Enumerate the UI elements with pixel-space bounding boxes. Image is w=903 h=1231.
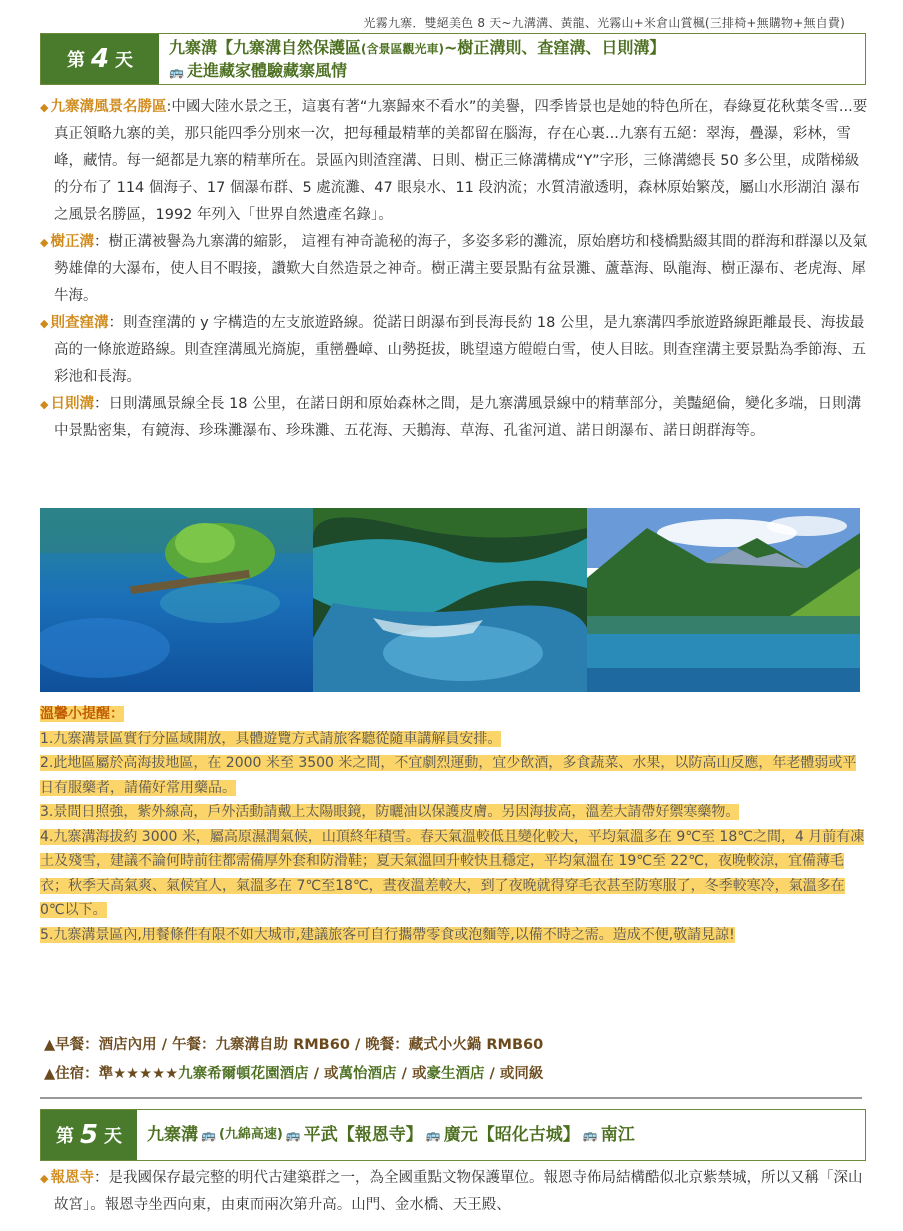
day4-title-line2-text: 走進藏家體驗藏寨風情 [186, 61, 347, 80]
diamond-bullet-icon: ◆ [40, 1172, 49, 1185]
day-number: 5 [79, 1120, 99, 1150]
route-stop: 南江 [600, 1125, 635, 1145]
section-paragraph [40, 1165, 870, 1219]
day4-title [159, 34, 865, 84]
hotel-name: 萬怡酒店 [338, 1066, 397, 1082]
section-paragraph [40, 391, 870, 445]
document-header-line: 光霧九寨．雙絕美色 8 天~九溝溝、黃龍、光霧山+米倉山賞楓(三排椅+無購物+無自費) [363, 16, 845, 30]
note-item [40, 751, 865, 800]
hotel-line [44, 1062, 543, 1083]
hotel-separator: / 或 [308, 1066, 339, 1082]
section-text: 中國大陸水景之王，這裏有著“九寨歸來不看水”的美譽，四季皆景也是她的特色所在，春綠夏花秋葉冬雪...要真正領略九寨的美，那只能四季分別來一次，把每種最精華的美都留在腦海，存在心裏...九寨有五絕：翠海，疊瀑，彩林，雪峰，藏情。每一絕都是九寨的精華所在。景區內則渣窪溝、日則、樹正三條溝構成“Y”字形，三條溝總長 50 多公里，成階梯級的分布了 114 個海子、17 個瀑布群、5 處流灘、47 眼泉水、11 段汭流；水質清澈透明，森林原始繁茂，屬山水形湖泊 瀑布之風景名勝區，1992 年列入「世界自然遺產名錄」。 [54, 99, 868, 223]
day4-header [40, 33, 866, 85]
section-term: 日則溝 [50, 396, 94, 412]
day4-badge [41, 34, 159, 84]
section-text: 日則溝風景線全長 18 公里，在諾日朗和原始森林之間，是九寨溝風景線中的精華部分，美豔絕倫，變化多端，日則溝中景點密集，有鏡海、珍珠灘瀑布、珍珠灘、五花海、天鵝海、草海、孔雀河道、諾日朗瀑布、諾日朗群海等。 [54, 396, 862, 439]
section-term: 則查窪溝 [50, 315, 109, 331]
day4-title-small: (含景區觀光車) [361, 42, 444, 56]
day5-badge [41, 1110, 137, 1160]
route-stop: 九寨溝 [147, 1125, 198, 1145]
hotel-label: ▲住宿：準 [44, 1066, 114, 1082]
notes-title [40, 702, 865, 727]
hotel-name: 九寨希爾頓花園酒店 [178, 1066, 309, 1082]
diamond-bullet-icon: ◆ [40, 101, 49, 114]
note-text: 1.九寨溝景區實行分區域開放，具體遊覽方式請旅客聽從隨車講解員安排。 [40, 730, 502, 747]
note-item [40, 923, 865, 948]
note-text: 3.景間日照強，紫外線高，戶外活動請戴上太陽眼鏡，防曬油以保護皮膚。另因海拔高，溫差大請帶好禦寒藥物。 [40, 804, 740, 820]
route-highway: (九綿高速) [218, 1127, 283, 1142]
note-item [40, 727, 865, 752]
section-separator: : [166, 99, 172, 115]
day4-title-line1 [169, 37, 855, 60]
meals-line: ▲早餐：酒店內用 / 午餐：九寨溝自助 RMB60 / 晚餐：藏式小火鍋 RMB60 [44, 1037, 544, 1053]
section-paragraph [40, 94, 870, 229]
day-suffix: 天 [115, 50, 134, 71]
hotel-name: 豪生酒店 [426, 1066, 485, 1082]
lake-tree-photo [40, 508, 313, 692]
route-stop: 廣元【昭化古城】 [443, 1125, 580, 1145]
scenery-photos [40, 508, 860, 692]
diamond-bullet-icon: ◆ [40, 317, 49, 330]
hotel-separator: / 或 [396, 1066, 427, 1082]
day-suffix: 天 [104, 1126, 123, 1147]
day5-title [137, 1110, 865, 1160]
note-text: 5.九寨溝景區內,用餐條件有限不如大城市,建議旅客可自行攜帶零食或泡麵等,以備不時之需。造成不便,敬請見諒! [40, 926, 735, 943]
bus-icon: 🚌 [582, 1128, 598, 1142]
bus-icon: 🚌 [425, 1128, 441, 1142]
bus-icon: 🚌 [285, 1128, 301, 1142]
note-item [40, 825, 865, 923]
day4-title-part-a: 九寨溝【九寨溝自然保護區 [169, 38, 362, 57]
day4-title-part-b: ~樹正溝則、查窪溝、日則溝】 [444, 38, 666, 57]
day5-header [40, 1109, 866, 1161]
star-rating-icon: ★★★★★ [113, 1066, 179, 1082]
day4-title-line2 [169, 60, 855, 83]
section-separator: ： [108, 315, 123, 331]
travel-notes [40, 702, 865, 947]
note-text: 2.此地區屬於高海拔地區，在 2000 米至 3500 米之間，不宜劇烈運動，宜少飲酒，多食蔬菜、水果，以防高山反應，年老體弱或平日有服藥者，請備好常用藥品。 [40, 755, 857, 796]
section-text: 則查窪溝的 y 字構造的左支旅遊路線。從諾日朗瀑布到長海長約 18 公里，是九寨溝四季旅遊路線距離最長、海拔最高的一條旅遊路線。則查窪溝風光旖旎，重巒疊嶂、山勢挺拔，眺望遠方皚皚白雪，使人目眩。則查窪溝主要景點為季節海、五彩池和長海。 [54, 315, 866, 385]
diamond-bullet-icon: ◆ [40, 398, 49, 411]
section-text: 是我國保存最完整的明代古建築群之一，為全國重點文物保護單位。報恩寺佈局結構酷似北京紫禁城，所以又稱「深山故宮」。報恩寺坐西向東，由東而兩次第升高。山門、金水橋、天王殿、 [54, 1170, 863, 1213]
section-separator: ： [93, 1170, 109, 1186]
section-term: 報恩寺 [50, 1170, 94, 1186]
day-prefix: 第 [66, 50, 85, 71]
day5-sections [40, 1165, 870, 1219]
section-term: 樹正溝 [50, 234, 94, 250]
section-term: 九寨溝風景名勝區 [50, 99, 167, 115]
day-prefix: 第 [55, 1126, 74, 1147]
bus-icon: 🚌 [169, 65, 184, 79]
mountain-lake-photo [587, 508, 860, 692]
diamond-bullet-icon: ◆ [40, 236, 49, 249]
section-divider [40, 1097, 862, 1099]
hotel-tail: / 或同級 [484, 1066, 544, 1082]
note-text: 4.九寨溝海拔約 3000 米，屬高原濕潤氣候，山頂終年積雪。春天氣溫較低且變化較大，平均氣溫多在 9℃至 18℃之間，4 月前有凍土及殘雪，建議不論何時前往都需備厚外套和防滑鞋；夏天氣溫回升較快且穩定，平均氣溫在 19℃至 22℃，夜晚較涼，宜備薄毛衣；秋季天高氣爽、氣候宜人，氣溫多在 7℃至18℃，晝夜溫差較大，到了夜晚就得穿毛衣甚至防寒服了，冬季較寒冷，氣溫多在 0℃以下。 [40, 828, 865, 918]
waterfall-lakes-photo [313, 508, 587, 692]
section-paragraph [40, 229, 870, 310]
section-text: 樹正溝被譽為九寨溝的縮影， 這裡有神奇詭秘的海子，多姿多彩的灘流，原始磨坊和棧橋點綴其間的群海和群瀑以及氣勢雄偉的大瀑布，使人目不暇接，讚歎大自然造景之神奇。樹正溝主要景點有盆景灘、蘆葦海、臥龍海、樹正瀑布、老虎海、犀牛海。 [54, 234, 868, 304]
day-number: 4 [90, 44, 110, 74]
bus-icon: 🚌 [201, 1128, 216, 1142]
section-separator: ： [93, 396, 109, 412]
section-separator: ： [93, 234, 109, 250]
notes-title-text: 溫馨小提醒： [40, 706, 124, 722]
section-paragraph [40, 310, 870, 391]
note-item [40, 800, 865, 825]
day4-sections [40, 94, 870, 445]
route-stop: 平武【報恩寺】 [303, 1125, 423, 1145]
